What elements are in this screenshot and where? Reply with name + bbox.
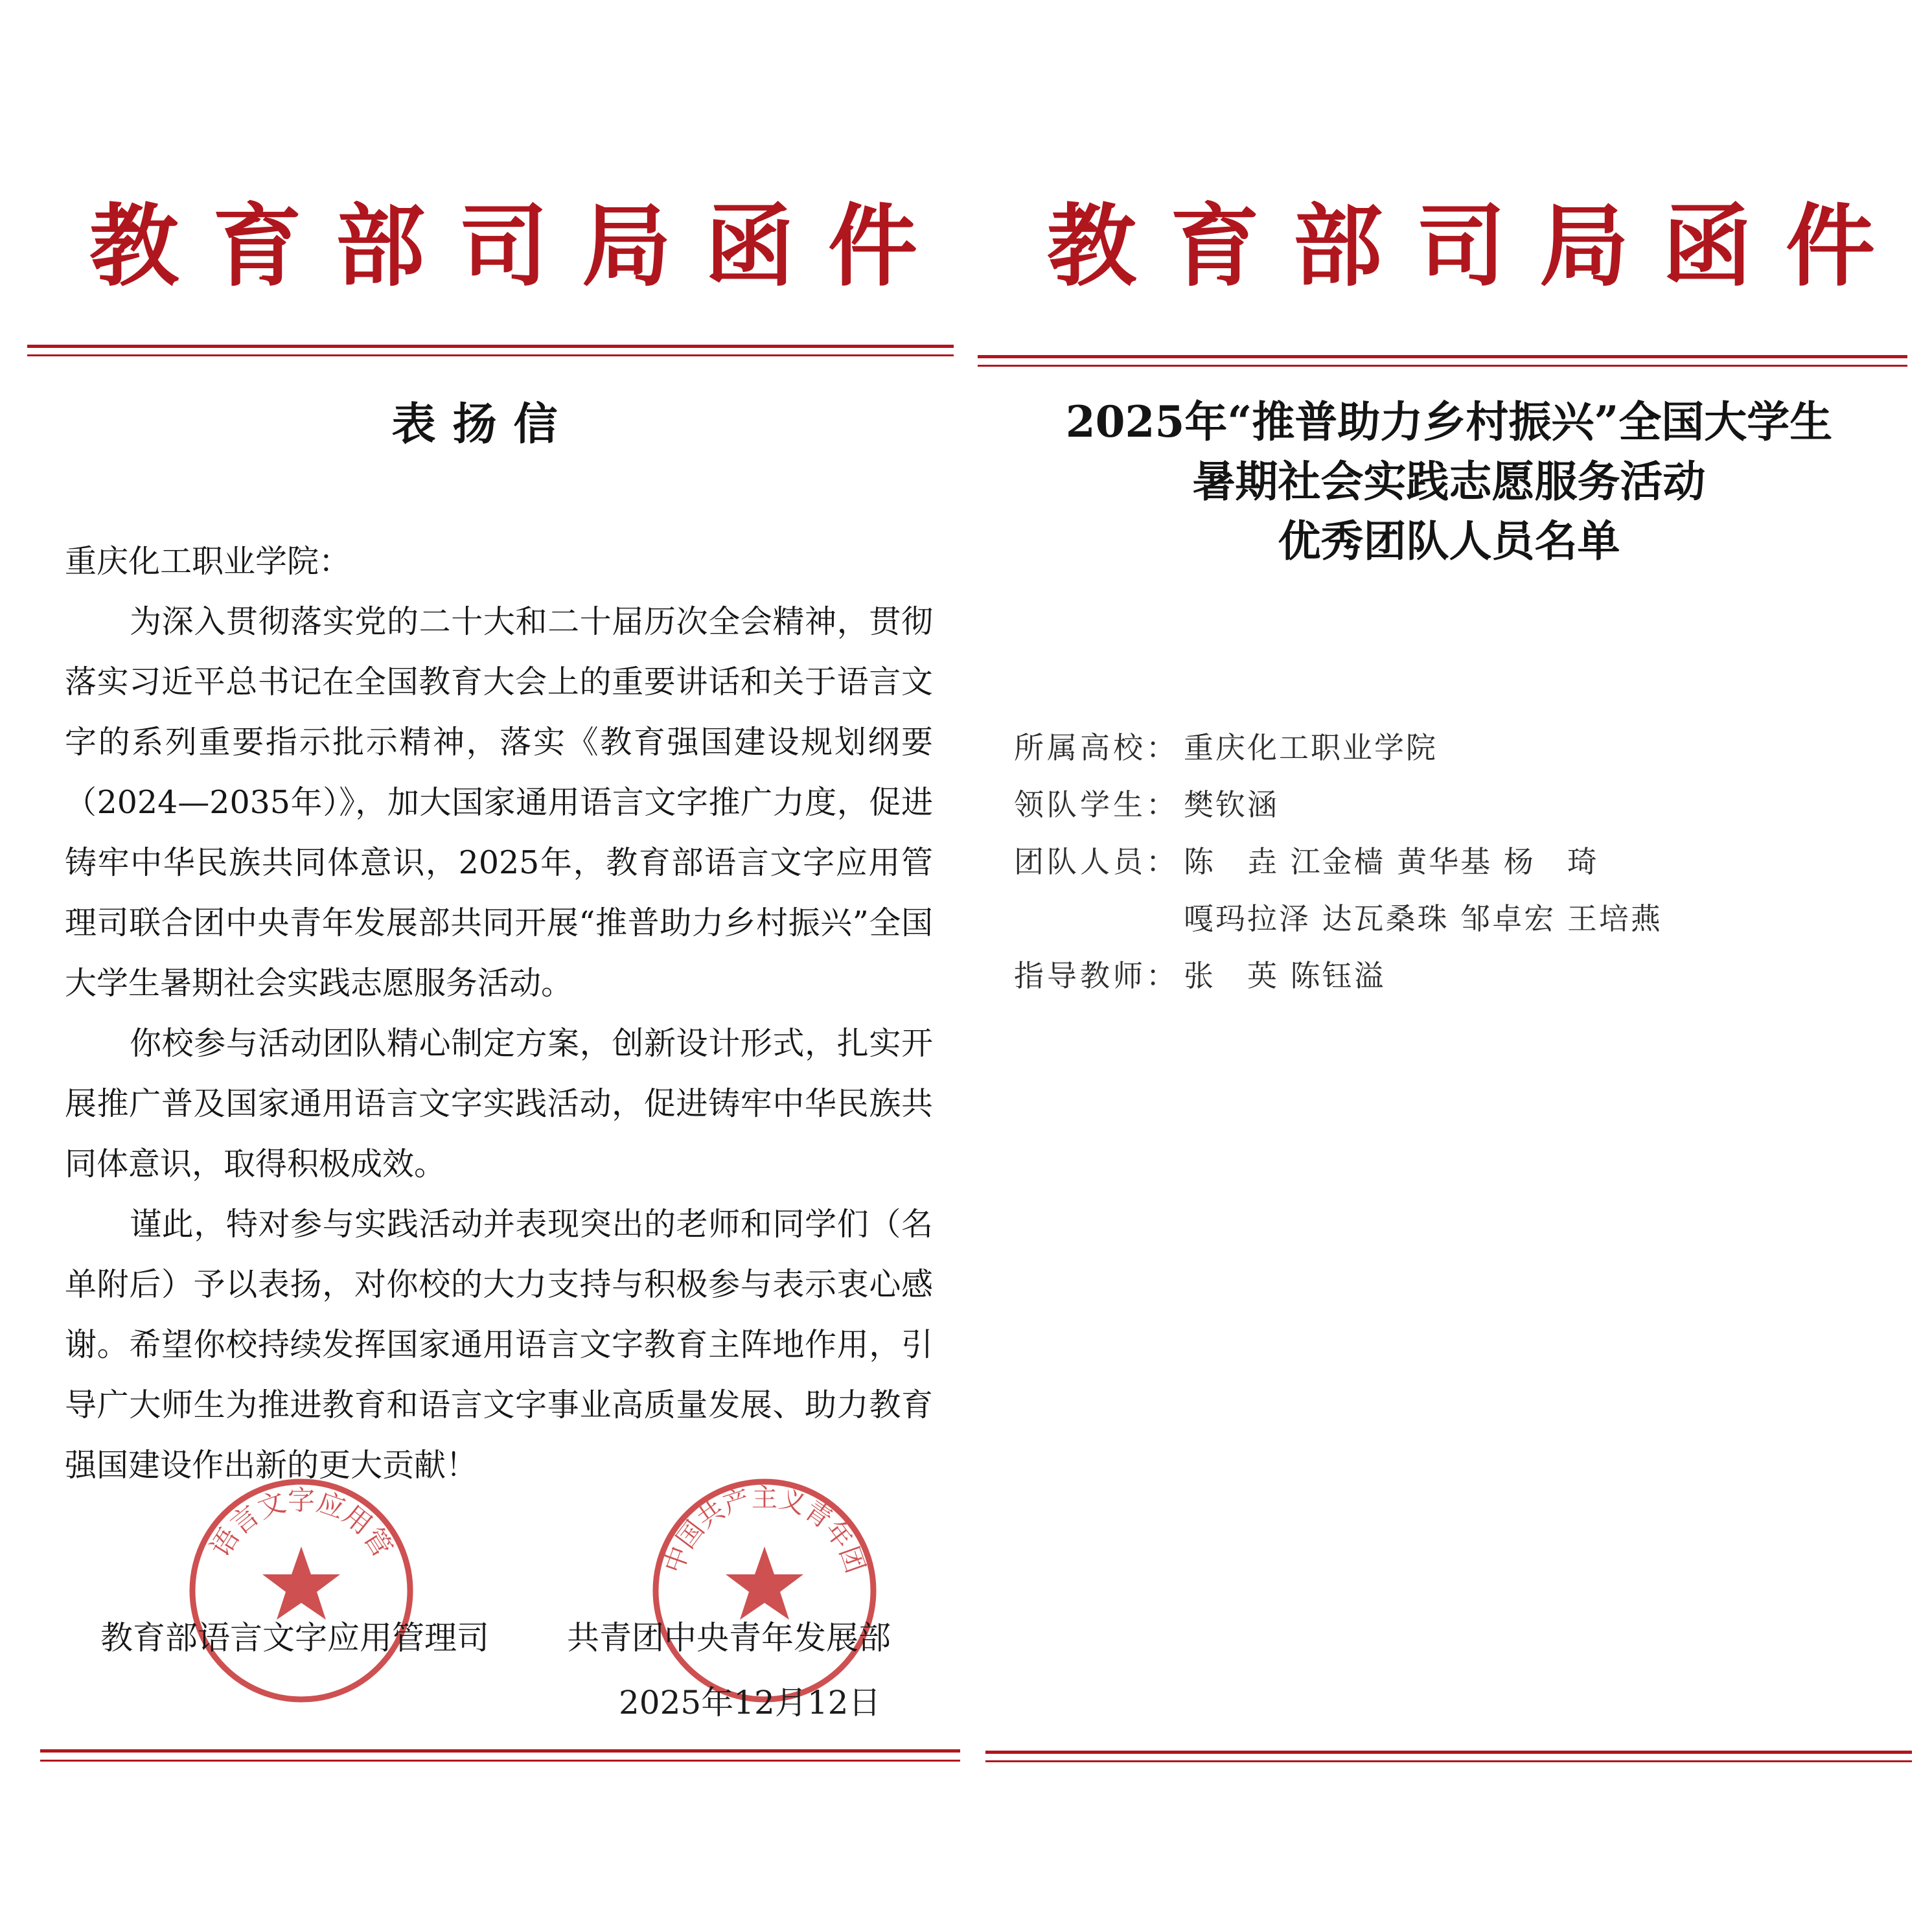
letterhead: 教育部司局函件	[1047, 193, 1909, 299]
footer-rule-bottom	[985, 1760, 1912, 1762]
letterhead-rule-bottom	[978, 365, 1907, 367]
members-line: 陈 垚 江金樯 黄华基 杨 琦	[1184, 844, 1599, 879]
signatory-right: 共青团中央青年发展部	[567, 1619, 891, 1657]
letterhead-rule-top	[27, 345, 954, 348]
seal-left-text: 语言文字应用管	[204, 1484, 398, 1563]
roster-title-line: 2025年“推普助力乡村振兴”全国大学生	[1065, 397, 1833, 447]
footer-rule-top	[40, 1749, 960, 1753]
school-value: 重庆化工职业学院	[1184, 730, 1438, 765]
star-icon	[262, 1547, 340, 1620]
members-line: 嘎玛拉泽 达瓦桑珠 邹卓宏 王培燕	[1184, 901, 1662, 936]
salutation: 重庆化工职业学院：	[65, 543, 351, 580]
members-value	[1184, 838, 1662, 938]
school-label: 所属高校：	[1014, 730, 1179, 765]
letterhead-rule-bottom	[27, 354, 954, 356]
leader-label: 领队学生：	[1014, 787, 1179, 822]
star-icon	[726, 1547, 803, 1620]
advisor-value: 张 英 陈钰溢	[1184, 958, 1386, 993]
letter-title: 表扬信	[391, 398, 575, 450]
footer-rule-bottom	[40, 1760, 960, 1762]
roster-title-line: 优秀团队人员名单	[1278, 516, 1620, 566]
signatory-left: 教育部语言文字应用管理司	[100, 1619, 489, 1657]
advisor-label: 指导教师：	[1014, 958, 1179, 993]
seal-stamp-left	[185, 1474, 418, 1707]
seal-stamp-right	[648, 1474, 881, 1707]
letter-paragraph: 为深入贯彻落实党的二十大和二十届历次全会精神，贯彻落实习近平总书记在全国教育大会上的重要讲话和关于语言文字的系列重要指示批示精神，落实《教育强国建设规划纲要（2024—2035年）》，加大国家通用语言文字推广力度，促进铸牢中华民族共同体意识，2025年，教育部语言文字应用管理司联合团中央青年发展部共同开展“推普助力乡村振兴”全国大学生暑期社会实践志愿服务活动。	[65, 603, 933, 1002]
members-label: 团队人员：	[1014, 844, 1179, 879]
letter-paragraph: 你校参与活动团队精心制定方案，创新设计形式，扎实开展推广普及国家通用语言文字实践活动，促进铸牢中华民族共同体意识，取得积极成效。	[65, 1025, 933, 1182]
letterhead-rule-top	[978, 355, 1907, 358]
roster-title	[966, 392, 1932, 571]
leader-value: 樊钦涵	[1184, 787, 1279, 822]
seal-right-text: 中国共产主义青年团	[658, 1483, 871, 1577]
footer-rule-top	[985, 1751, 1912, 1754]
letter-body	[65, 531, 933, 1495]
letter-paragraph: 谨此，特对参与实践活动并表现突出的老师和同学们（名单附后）予以表扬，对你校的大力支持与积极参与表示衷心感谢。希望你校持续发挥国家通用语言文字教育主阵地作用，引导广大师生为推进教育和语言文字事业高质量发展、助力教育强国建设作出新的更大贡献！	[65, 1206, 933, 1484]
roster-title-line: 暑期社会实践志愿服务活动	[1192, 456, 1706, 507]
issue-date: 2025年12月12日	[619, 1684, 881, 1721]
letterhead: 教育部司局函件	[89, 193, 952, 299]
